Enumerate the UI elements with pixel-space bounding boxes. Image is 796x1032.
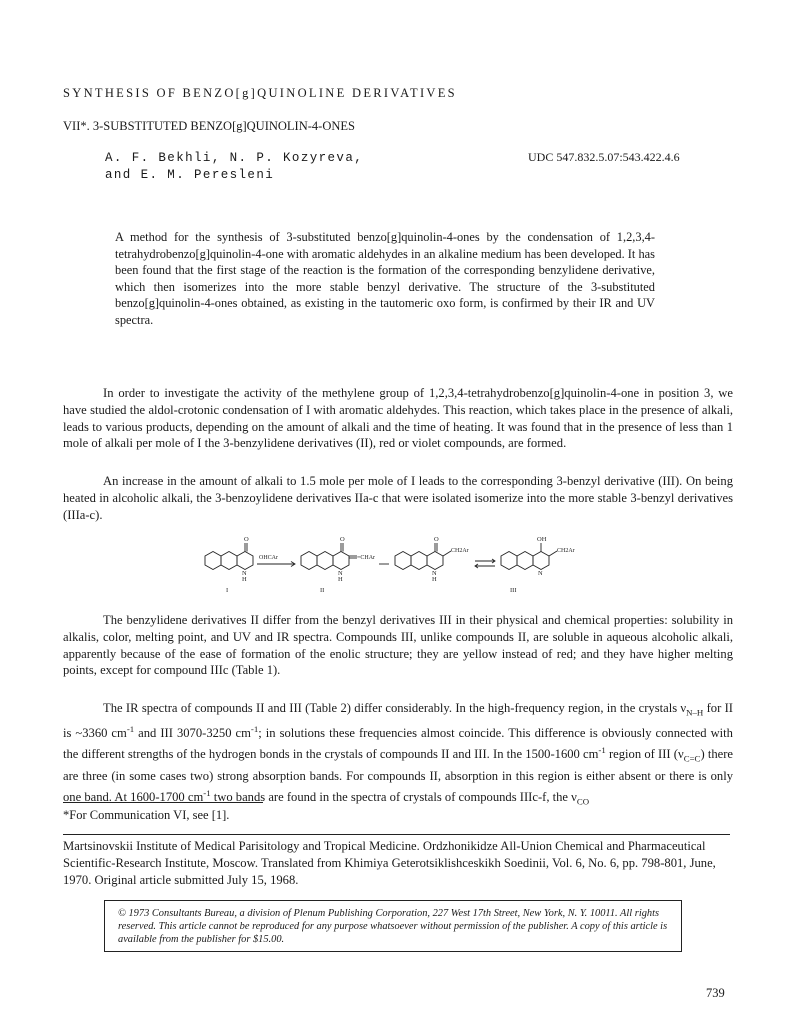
h-label: H xyxy=(242,576,247,583)
reagent-label: OHCAr xyxy=(259,555,278,561)
body-paragraph-3 xyxy=(63,612,733,679)
paragraph-text: The benzylidene derivatives II differ from the benzyl derivatives III in their physical and chemical properties: solubility in alkalis, color, melting point, and UV and IR spectra. Compounds III, unlike compounds II, are soluble in aqueous alcoholic alkali, apparently because of the ease of formation of the enolic structure; they are yellow instead of red; and they have higher melting points, except for compound IIIc (Table 1). xyxy=(63,613,733,678)
n-label: N xyxy=(538,570,543,577)
nh-label: N xyxy=(242,570,247,577)
paragraph-text: In order to investigate the activity of the methylene group of 1,2,3,4-tetrahydrobenzo[g]quinolin-4-one in position 3, we have studied the aldol-crotonic condensation of I with aromatic aldehydes. This reaction, which takes place in the presence of alkali, leads to various products, depending on the amount of alkali and the time of heating. It was found that in the presence of less than 1 mole of alkali per mole of I the 3-benzylidene derivatives (II), red or violet compounds, are formed. xyxy=(63,386,733,451)
text-run: two bands are found in the spectra of crystals of compounds IIIc-f, the ν xyxy=(210,789,577,804)
authors xyxy=(105,150,363,184)
subscript: C=C xyxy=(683,754,701,764)
oxo-label: O xyxy=(244,536,249,543)
article-title: VII*. 3-SUBSTITUTED BENZO[g]QUINOLIN-4-ONES xyxy=(63,119,355,133)
oxo-label: O xyxy=(434,536,439,543)
text-run: ; in solutions these frequencies almost coincide. This difference is obviously connected with the different strengths of the hydrogen bonds in the crystals of compounds II and III. In the 1500-1600 cm xyxy=(63,726,733,762)
text-run: The IR spectra of compounds II and III (Table 2) differ considerably. In the high-frequency region, in the crystals ν xyxy=(103,701,687,715)
abstract: A method for the synthesis of 3-substituted benzo[g]quinolin-4-ones by the condensation of 1,2,3,4-tetrahydrobenzo[g]quinolin-4-one with aromatic aldehydes in an alkaline medium has been developed. It has been found that the first stage of the reaction is the formation of the corresponding benzylidene derivative, which then isomerizes into the more stable benzyl derivative. The structure of the 3-substituted benzo[g]quinolin-4-ones obtained, as existing in the tautomeric oxo form, is confirmed by their IR and UV spectra. xyxy=(115,230,655,327)
copyright-notice: © 1973 Consultants Bureau, a division of Plenum Publishing Corporation, 227 West 17th Street, New York, N. Y. 10011. All rights reserved. This article cannot be reproduced for any purpose whatsoever without permission of the publisher. A copy of this article is available from the publisher for $15.00. xyxy=(104,900,682,952)
reaction-scheme xyxy=(195,534,665,596)
nh-label: N xyxy=(432,570,437,577)
text-run: ) there are three (in some cases two) strong absorption bands. For compounds II, absorption in this region is either absent or there is only one band. At 1600-1700 cm xyxy=(63,747,733,804)
page-number: 739 xyxy=(706,986,725,1000)
ch2r-label: CH2Ar xyxy=(451,548,469,554)
h-label: H xyxy=(432,576,437,583)
text-run: for II is ~3360 cm xyxy=(63,701,733,741)
body-paragraph-2 xyxy=(63,473,733,523)
superscript: -1 xyxy=(250,724,259,735)
compound-3-label: III xyxy=(510,587,517,594)
superscript: -1 xyxy=(126,724,135,735)
superscript: -1 xyxy=(598,745,606,756)
ch2r-label: CH2Ar xyxy=(557,548,575,554)
authors-line-2: and E. M. Peresleni xyxy=(105,168,275,182)
subscript: CO xyxy=(576,796,590,807)
oxo-label: O xyxy=(340,536,345,543)
nh-label: N xyxy=(338,570,343,577)
series-title: SYNTHESIS OF BENZO[g]QUINOLINE DERIVATIVES xyxy=(63,86,457,100)
compound-1-label: I xyxy=(226,587,229,594)
affiliation-rule xyxy=(63,834,730,835)
authors-line-1: A. F. Bekhli, N. P. Kozyreva, xyxy=(105,151,364,165)
text-run: region of III (ν xyxy=(605,747,684,762)
body-paragraph-1 xyxy=(63,385,733,452)
superscript: -1 xyxy=(203,787,211,798)
chr-label: =CHAr xyxy=(357,555,376,561)
subscript: N–H xyxy=(686,707,704,718)
compound-2-label: II xyxy=(320,587,325,594)
body-paragraph-4 xyxy=(63,700,733,810)
paragraph-text: An increase in the amount of alkali to 1.5 mole per mole of I leads to the corresponding 3-benzyl derivative (III). On being heated in alcoholic alkali, the 3-benzoylidene derivatives IIa-c that were isolated isomerize into the more stable 3-benzyl derivatives (IIIa-c). xyxy=(63,474,733,522)
udc-code: UDC 547.832.5.07:543.422.4.6 xyxy=(528,150,680,164)
footnote-rule xyxy=(63,802,263,803)
hydroxy-label: OH xyxy=(537,536,547,543)
text-run: and III 3070-3250 cm xyxy=(134,726,251,741)
h-label: H xyxy=(338,576,343,583)
footnote: *For Communication VI, see [1]. xyxy=(63,808,230,822)
paragraph-text xyxy=(63,700,733,810)
affiliation: Martsinovskii Institute of Medical Parisitology and Tropical Medicine. Ordzhonikidze All-Union Chemical and Pharmaceutical Scientific-Research Institute, Moscow. Translated from Khimiya Geterotsiklishceskikh Soedinii, Vol. 6, No. 6, pp. 798-801, June, 1970. Original article submitted July 15, 1968. xyxy=(63,839,716,887)
